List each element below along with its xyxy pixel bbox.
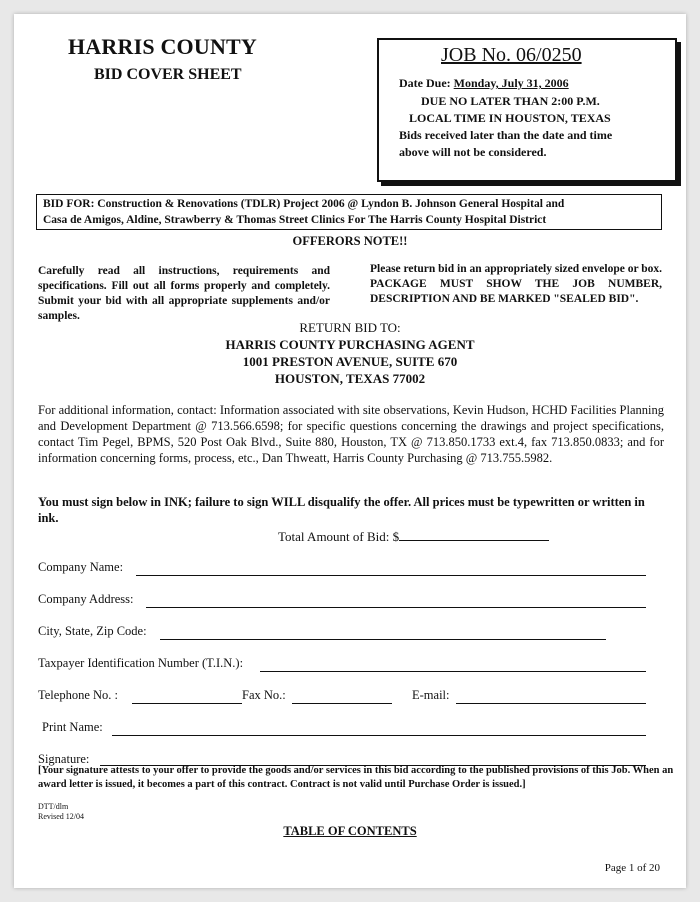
tin-input[interactable] [260, 670, 646, 672]
date-due-label: Date Due: [399, 76, 451, 90]
contact-information: For additional information, contact: Information associated with site observations, Kevin Hudson, HCHD Facilities Planning and Development Department @ 713.566.6598; for specific questions concerning the drawings and project specifications, contact Tim Pegel, BPMS, 520 Post Oak Blvd., Suite 880, Houston, TX @ 713.850.1733 ext.4, fax 713.850.0833; and for information concerning forms, process, etc., Dan Thweatt, Harris County Purchasing @ 713.755.5982. [38, 403, 664, 465]
signature-attestation: [Your signature attests to your offer to provide the goods and/or services in this bid according to the published provisions of this Job. When an award letter is issued, it becomes a part of this contract. Contract is not valid until Purchase Order is issued.] [38, 765, 674, 790]
bid-for-line-2: Casa de Amigos, Aldine, Strawberry & Thomas Street Clinics For The Harris County Hospital District [43, 214, 547, 226]
late-bids-line-2: above will not be considered. [399, 145, 547, 159]
offerors-note-heading: OFFERORS NOTE!! [292, 234, 408, 248]
bid-for-box [36, 194, 662, 230]
city-state-zip-input[interactable] [160, 638, 606, 640]
page-subtitle: BID COVER SHEET [94, 66, 242, 83]
email-input[interactable] [456, 702, 646, 704]
date-due-value: Monday, July 31, 2006 [453, 76, 569, 90]
fax-input[interactable] [292, 702, 392, 704]
city-state-zip-label: City, State, Zip Code: [38, 624, 147, 638]
table-of-contents-link[interactable]: TABLE OF CONTENTS [283, 824, 417, 838]
telephone-input[interactable] [132, 702, 242, 704]
return-bid-label: RETURN BID TO: [299, 320, 401, 335]
sign-instruction: You must sign below in INK; failure to sign WILL disqualify the offer. All prices must be typewritten or written in ink. [38, 495, 645, 525]
bid-for-line-1: BID FOR: Construction & Renovations (TDLR) Project 2006 @ Lyndon B. Johnson General Hospital and [43, 198, 565, 210]
job-number: JOB No. 06/0250 [441, 44, 582, 66]
print-name-label: Print Name: [42, 720, 103, 734]
signature-label: Signature: [38, 752, 90, 766]
bid-cover-sheet-page [14, 14, 686, 888]
telephone-label: Telephone No. : [38, 688, 119, 702]
instructions-right: Please return bid in an appropriately sized envelope or box. PACKAGE MUST SHOW THE JOB NUMBER, DESCRIPTION AND BE MARKED "SEALED BID". [370, 263, 662, 305]
fax-label: Fax No.: [242, 688, 286, 702]
late-bids-line: Bids received later than the date and time [399, 128, 613, 142]
instructions-left: Carefully read all instructions, requirements and specifications. Fill out all forms properly and completely. Submit your bid with all appropriate supplements and/or samples. [38, 265, 330, 322]
page-title: HARRIS COUNTY [68, 34, 258, 59]
company-name-input[interactable] [136, 574, 646, 576]
date-due-line [399, 76, 569, 91]
job-info-box [377, 38, 677, 182]
local-time-line: LOCAL TIME IN HOUSTON, TEXAS [409, 111, 611, 125]
company-address-label: Company Address: [38, 592, 134, 606]
print-name-input[interactable] [112, 734, 646, 736]
company-name-label: Company Name: [38, 560, 124, 574]
document-initials: DTT/dlm [38, 802, 69, 811]
return-bid-city: HOUSTON, TEXAS 77002 [274, 371, 426, 386]
return-bid-agent: HARRIS COUNTY PURCHASING AGENT [225, 337, 475, 352]
page-number: Page 1 of 20 [604, 862, 660, 874]
due-time-line: DUE NO LATER THAN 2:00 P.M. [421, 94, 600, 108]
revision-date: Revised 12/04 [38, 812, 84, 821]
tin-label: Taxpayer Identification Number (T.I.N.): [38, 656, 244, 670]
total-amount-row [278, 528, 549, 545]
email-label: E-mail: [412, 688, 450, 702]
total-amount-label: Total Amount of Bid: $ [278, 529, 400, 544]
company-address-input[interactable] [146, 606, 646, 608]
total-amount-input[interactable] [399, 528, 549, 541]
return-bid-street: 1001 PRESTON AVENUE, SUITE 670 [242, 354, 458, 369]
